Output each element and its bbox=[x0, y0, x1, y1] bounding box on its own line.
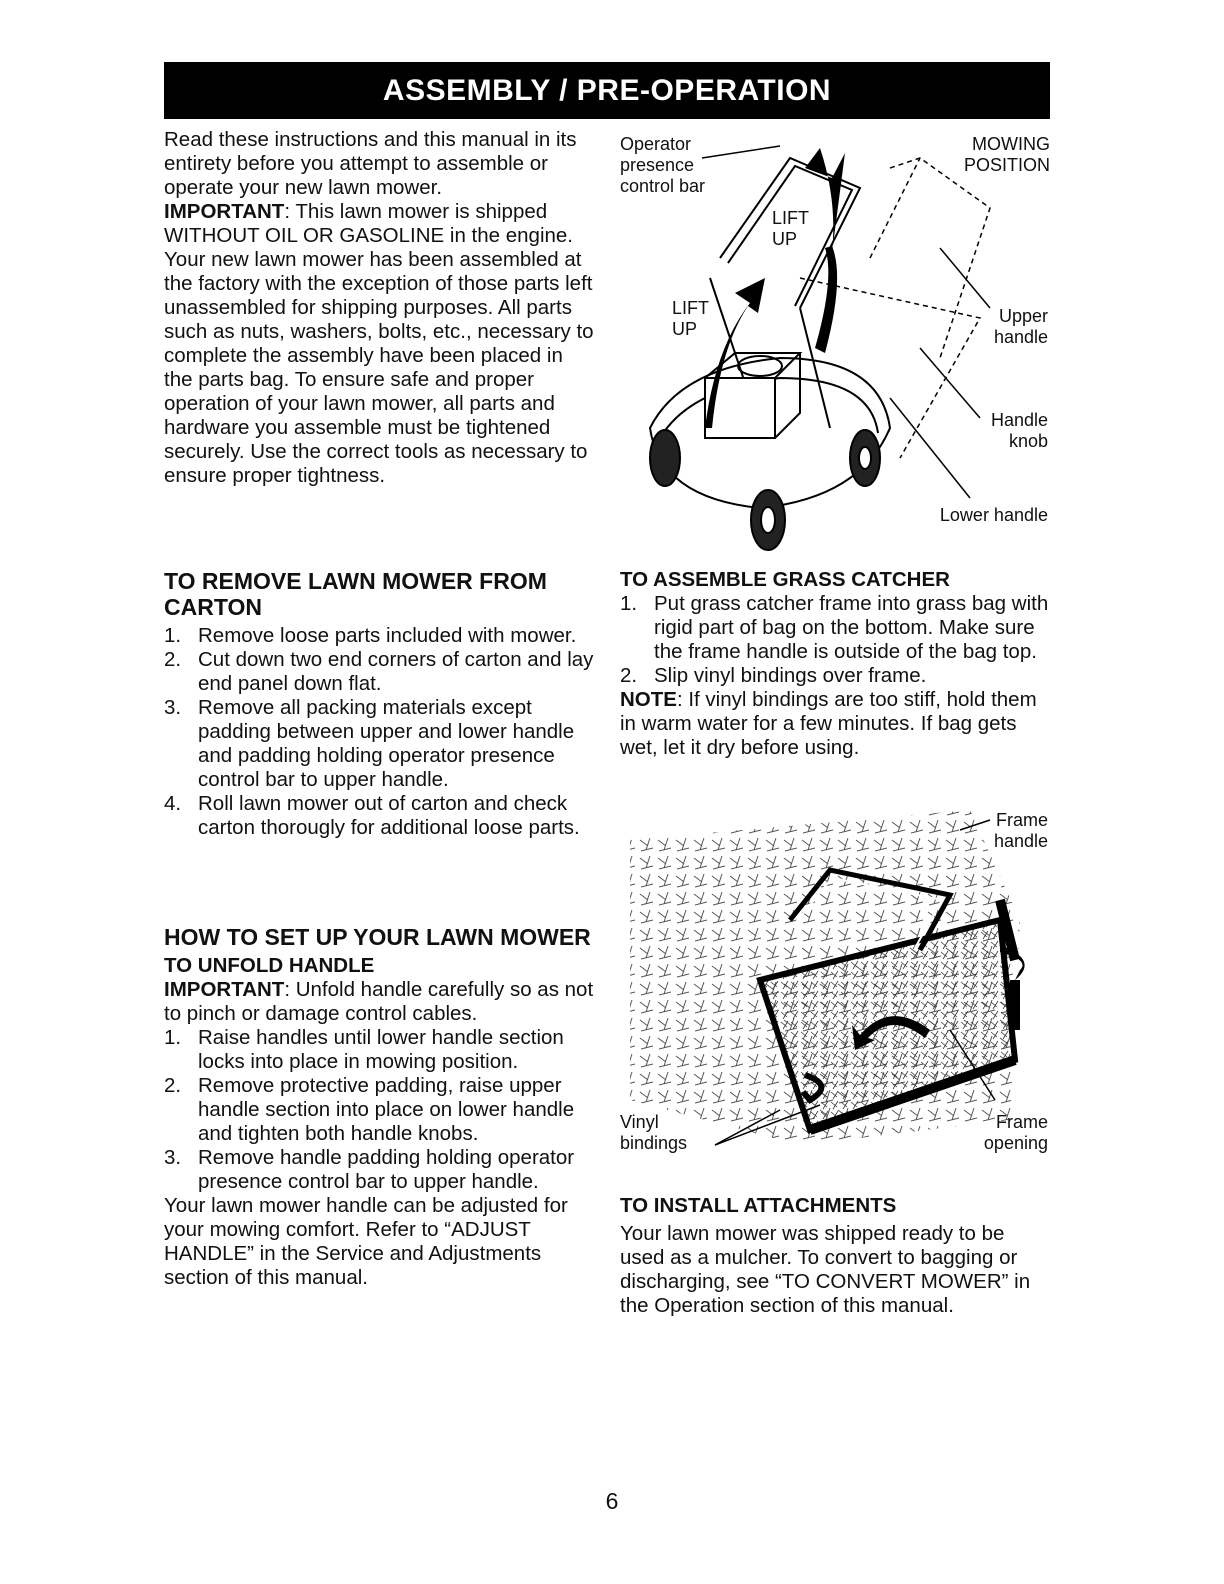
important-label: IMPORTANT bbox=[164, 978, 285, 1001]
list-item: 1. Put grass catcher frame into grass bag with rigid part of bag on the bottom. Make sure the frame handle is outside of the bag top. bbox=[620, 592, 1049, 663]
list-item: 1. Remove loose parts included with mower. bbox=[164, 624, 577, 647]
lower-handle-label: Lower handle bbox=[939, 505, 1048, 525]
page-number: 6 bbox=[605, 1488, 619, 1514]
vinyl-bindings-label: Vinyl bindings bbox=[620, 1112, 688, 1153]
important-text: : Unfold handle carefully so as not to pinch or damage control cables. bbox=[164, 978, 594, 1025]
remove-section bbox=[164, 568, 594, 840]
lift-up-label-left: LIFT UP bbox=[672, 298, 709, 339]
list-item: 3. Remove all packing materials except padding between upper and lower handle and padding holding operator presence control bar to upper handle. bbox=[164, 696, 575, 791]
lift-up-label-top: LIFT UP bbox=[772, 208, 809, 249]
operator-bar-label: Operator presence control bar bbox=[620, 134, 706, 196]
intro-paragraph: Read these instructions and this manual in its entirety before you attempt to assemble or operate your new lawn mower. bbox=[164, 128, 577, 199]
remove-heading: TO REMOVE LAWN MOWER FROM CARTON bbox=[164, 568, 547, 620]
list-item: 4. Roll lawn mower out of carton and check carton thorougly for additional loose parts. bbox=[164, 792, 580, 839]
banner-title: ASSEMBLY / PRE-OPERATION bbox=[382, 73, 832, 107]
setup-section bbox=[164, 924, 594, 1290]
attachments-section bbox=[620, 1194, 1040, 1318]
mowing-position-label: MOWING POSITION bbox=[963, 134, 1050, 175]
note-label: NOTE bbox=[620, 688, 677, 711]
unfold-handle-subheading: TO UNFOLD HANDLE bbox=[164, 954, 375, 977]
important-label: IMPORTANT bbox=[164, 200, 285, 223]
attachments-text: Your lawn mower was shipped ready to be used as a mulcher. To convert to bagging or discharging, see “TO CONVERT MOWER” in the Operation section of this manual. bbox=[620, 1222, 1031, 1317]
attachments-heading: TO INSTALL ATTACHMENTS bbox=[620, 1194, 897, 1217]
frame-handle-label: Frame handle bbox=[993, 810, 1048, 851]
setup-heading: HOW TO SET UP YOUR LAWN MOWER bbox=[164, 924, 591, 950]
list-item: 2. Cut down two end corners of carton and lay end panel down flat. bbox=[164, 648, 594, 695]
list-item: 2. Slip vinyl bindings over frame. bbox=[620, 664, 927, 687]
setup-important-note bbox=[164, 978, 594, 1026]
grass-catcher-illustration bbox=[620, 800, 1050, 1165]
remove-steps bbox=[164, 624, 594, 840]
handle-knob-label: Handle knob bbox=[990, 410, 1048, 451]
factory-assembly-paragraph: Your new lawn mower has been assembled at the factory with the exception of those parts left unassembled for shipping purposes. All parts such as nuts, washers, bolts, etc., necessary to complete the assembly have been placed in the parts bag. To ensure safe and proper operation of your lawn mower, all parts and hardware you assemble must be tightened securely. Use the correct tools as necessary to ensure proper tightness. bbox=[164, 248, 594, 487]
setup-steps bbox=[164, 1026, 594, 1194]
setup-closing-paragraph: Your lawn mower handle can be adjusted for your mowing comfort. Refer to “ADJUST HANDLE” in the Service and Adjustments section of this manual. bbox=[164, 1194, 568, 1289]
list-item: 1. Raise handles until lower handle section locks into place in mowing position. bbox=[164, 1026, 564, 1073]
catcher-steps bbox=[620, 592, 1050, 688]
frame-opening-label: Frame opening bbox=[983, 1112, 1048, 1153]
catcher-note bbox=[620, 688, 1050, 760]
list-item: 2. Remove protective padding, raise upper handle section into place on lower handle and tighten both handle knobs. bbox=[164, 1074, 575, 1145]
list-item: 3. Remove handle padding holding operator presence control bar to upper handle. bbox=[164, 1146, 575, 1193]
important-note bbox=[164, 200, 594, 248]
important-text: : This lawn mower is shipped WITHOUT OIL OR GASOLINE in the engine. bbox=[164, 200, 573, 247]
section-banner bbox=[164, 62, 1050, 119]
catcher-section bbox=[620, 568, 1050, 760]
upper-handle-label: Upper handle bbox=[993, 306, 1048, 347]
catcher-heading: TO ASSEMBLE GRASS CATCHER bbox=[620, 568, 950, 591]
intro-block bbox=[164, 128, 594, 488]
note-text: : If vinyl bindings are too stiff, hold them in warm water for a few minutes. If bag gets wet, let it dry before using. bbox=[620, 688, 1037, 759]
